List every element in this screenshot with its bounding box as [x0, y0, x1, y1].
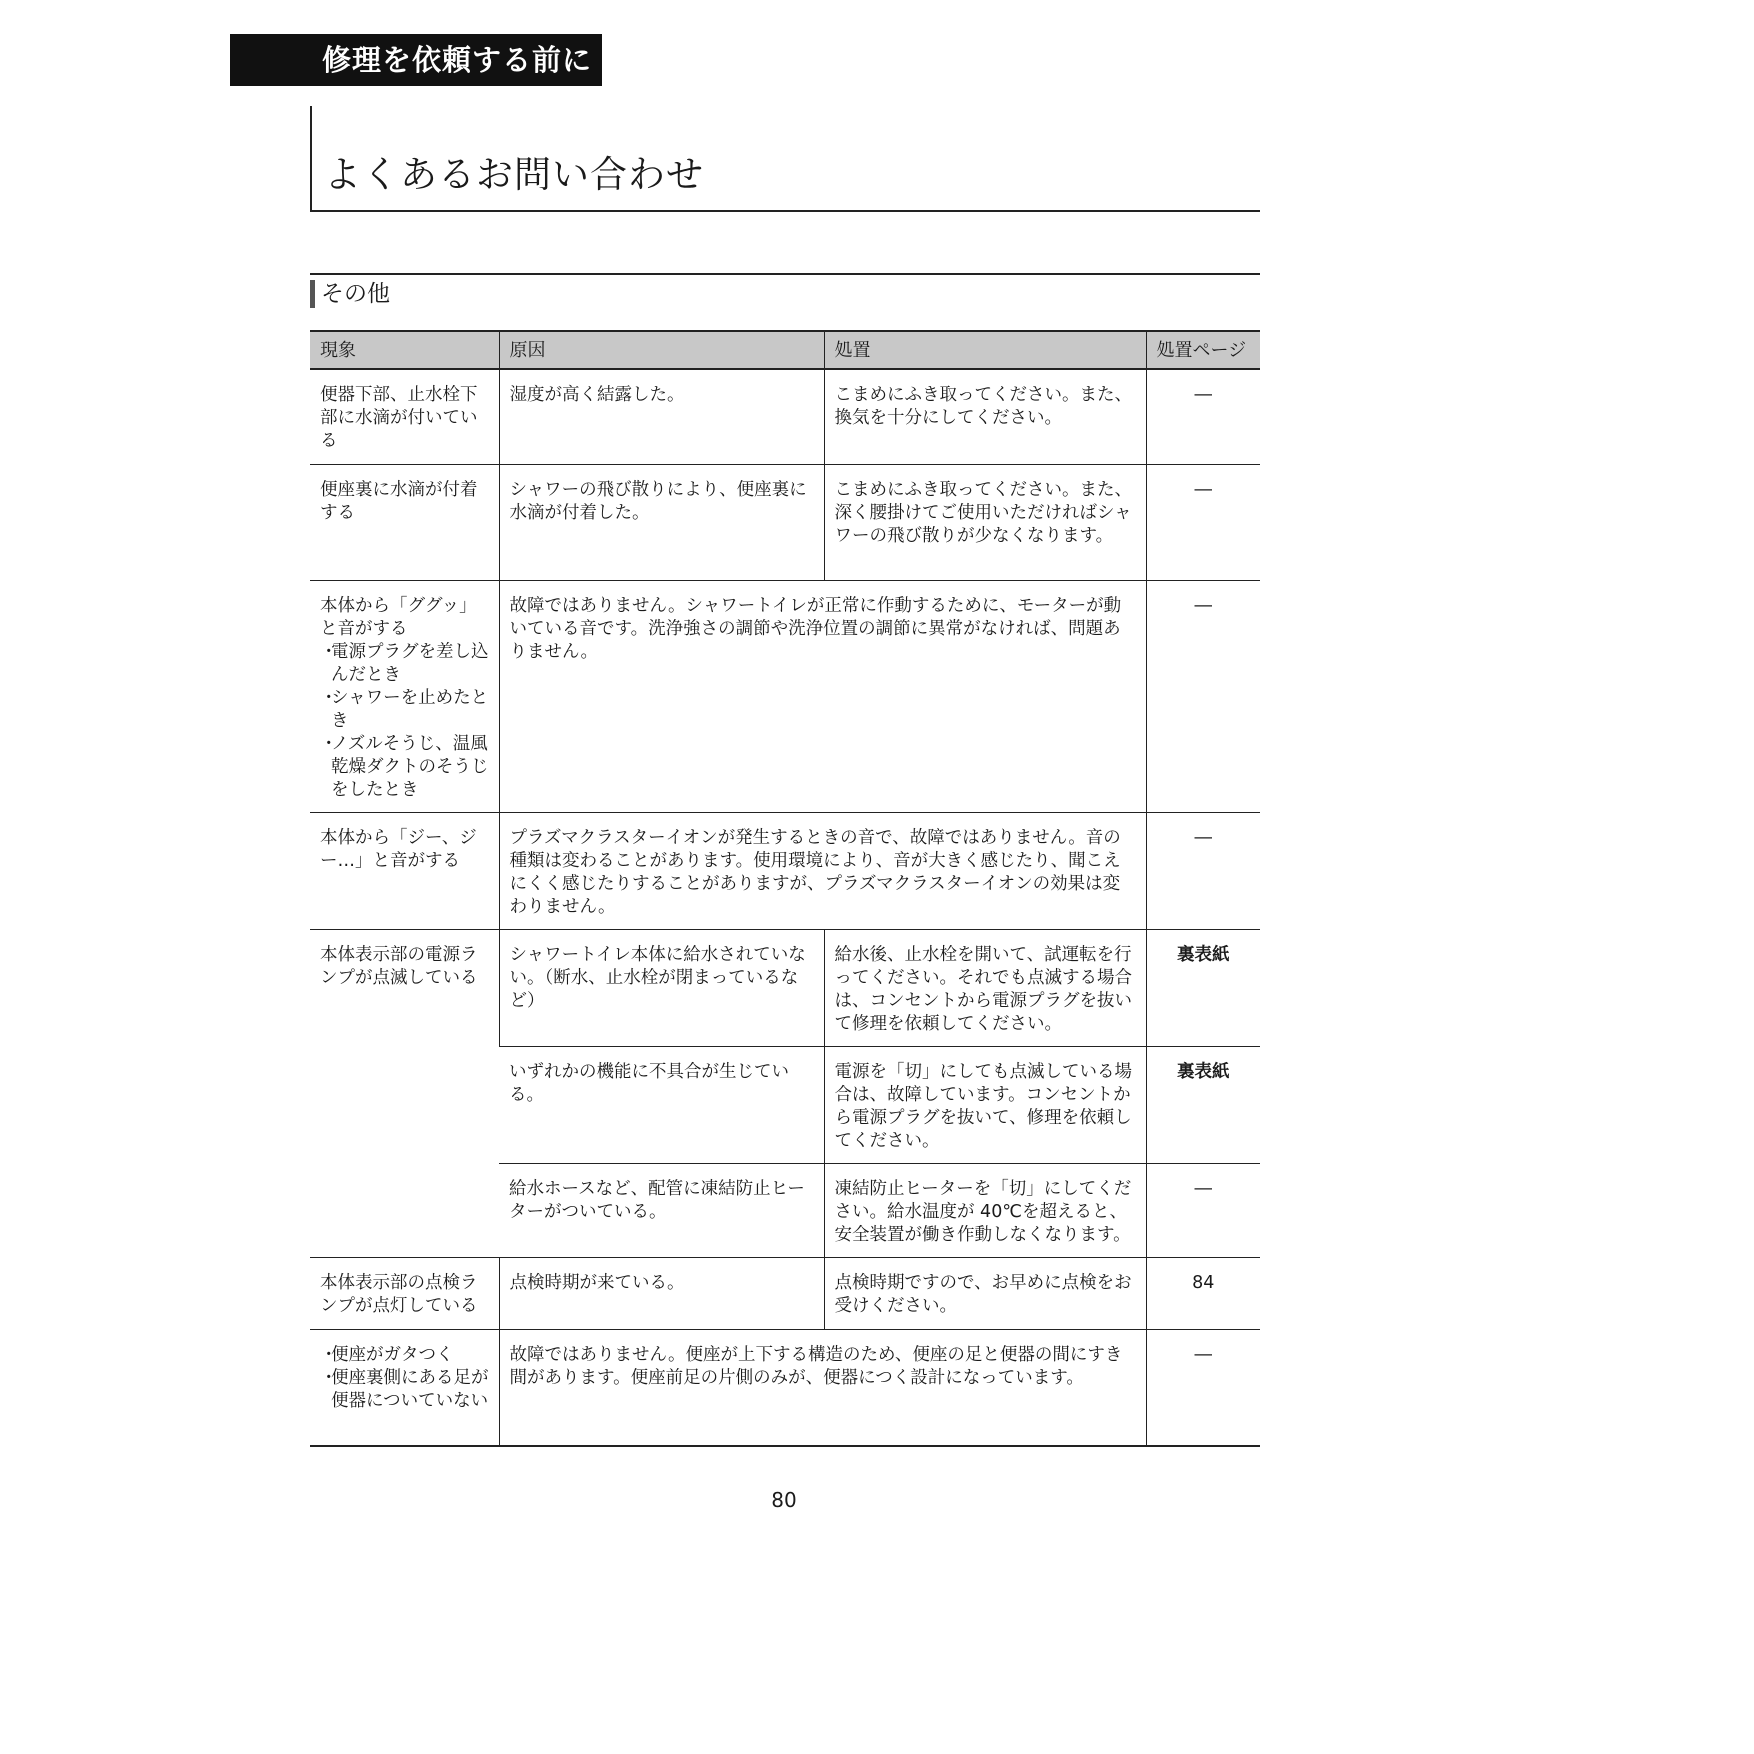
symptom-cell: 便座裏に水滴が付着する [310, 464, 499, 580]
cause-cell: 点検時期が来ている。 [499, 1257, 824, 1329]
action-cell: 給水後、止水栓を開いて、試運転を行ってください。それでも点滅する場合は、コンセントから電源プラグを抜いて修理を依頼してください。 [824, 929, 1146, 1046]
cause-cell: 給水ホースなど、配管に凍結防止ヒーターがついている。 [499, 1163, 824, 1257]
symptom-text: 本体から「ググッ」と音がする [320, 595, 477, 639]
page-ref-cell: ― [1146, 1329, 1260, 1446]
cause-action-cell: 故障ではありません。便座が上下する構造のため、便座の足と便器の間にすき間があります。便座前足の片側のみが、便器につく設計になっています。 [499, 1329, 1146, 1446]
action-cell: 凍結防止ヒーターを「切」にしてください。給水温度が 40℃を超えると、安全装置が働き作動しなくなります。 [824, 1163, 1146, 1257]
cause-cell: シャワートイレ本体に給水されていない。（断水、止水栓が閉まっているなど） [499, 929, 824, 1046]
section-divider [310, 273, 1260, 275]
cause-action-cell: 故障ではありません。シャワートイレが正常に作動するために、モーターが動いている音です。洗浄強さの調節や洗浄位置の調節に異常がなければ、問題ありません。 [499, 580, 1146, 812]
section-title: その他 [310, 280, 390, 308]
chapter-tab: 修理を依頼する前に [230, 34, 602, 86]
list-item: ・ 便座がガタつく [320, 1344, 489, 1367]
action-cell: こまめにふき取ってください。また、深く腰掛けてご使用いただければシャワーの飛び散りが少なくなります。 [824, 464, 1146, 580]
table-row [310, 812, 1260, 929]
symptom-cell: 本体表示部の点検ランプが点灯している [310, 1257, 499, 1329]
cause-cell: 湿度が高く結露した。 [499, 369, 824, 464]
list-item: ・ 電源プラグを差し込んだとき [320, 641, 489, 687]
table-row [310, 1329, 1260, 1446]
list-item: ・ 便座裏側にある足が便器についていない [320, 1367, 489, 1413]
table-header-row [310, 331, 1260, 369]
symptom-cell: 本体から「ジー、ジー…」と音がする [310, 812, 499, 929]
page-number: 80 [771, 1488, 797, 1512]
page-ref-cell: 84 [1146, 1257, 1260, 1329]
symptom-cell [310, 1329, 499, 1446]
page-ref-cell: ― [1146, 1163, 1260, 1257]
page-ref-cell: ― [1146, 369, 1260, 464]
page-ref-cell: ― [1146, 580, 1260, 812]
symptom-cell [310, 580, 499, 812]
cause-cell: シャワーの飛び散りにより、便座裏に水滴が付着した。 [499, 464, 824, 580]
page-title: よくあるお問い合わせ [324, 153, 704, 196]
page-ref-cell: 裏表紙 [1146, 1046, 1260, 1163]
column-header-action: 処置 [824, 331, 1146, 369]
symptom-cell: 本体表示部の電源ランプが点滅している [310, 929, 499, 1257]
condition-list [320, 1344, 489, 1413]
list-item: ・ ノズルそうじ、温風乾燥ダクトのそうじをしたとき [320, 733, 489, 802]
table-row [310, 464, 1260, 580]
list-item: ・ シャワーを止めたとき [320, 687, 489, 733]
page-ref-cell: ― [1146, 812, 1260, 929]
column-header-cause: 原因 [499, 331, 824, 369]
action-cell: 点検時期ですので、お早めに点検をお受けください。 [824, 1257, 1146, 1329]
table-row [310, 369, 1260, 464]
symptom-cell: 便器下部、止水栓下部に水滴が付いている [310, 369, 499, 464]
title-frame [310, 106, 1260, 212]
cause-action-cell: プラズマクラスターイオンが発生するときの音で、故障ではありません。音の種類は変わることがあります。使用環境により、音が大きく感じたり、聞こえにくく感じたりすることがありますが、プラズマクラスターイオンの効果は変わりません。 [499, 812, 1146, 929]
action-cell: こまめにふき取ってください。また、換気を十分にしてください。 [824, 369, 1146, 464]
column-header-symptom: 現象 [310, 331, 499, 369]
page-ref-cell: ― [1146, 464, 1260, 580]
table-row [310, 1257, 1260, 1329]
table-row [310, 580, 1260, 812]
faq-table [310, 330, 1260, 1447]
condition-list [320, 641, 489, 802]
action-cell: 電源を「切」にしても点滅している場合は、故障しています。コンセントから電源プラグを抜いて、修理を依頼してください。 [824, 1046, 1146, 1163]
cause-cell: いずれかの機能に不具合が生じている。 [499, 1046, 824, 1163]
column-header-page: 処置ページ [1146, 331, 1260, 369]
page-ref-cell: 裏表紙 [1146, 929, 1260, 1046]
table-row [310, 929, 1260, 1046]
